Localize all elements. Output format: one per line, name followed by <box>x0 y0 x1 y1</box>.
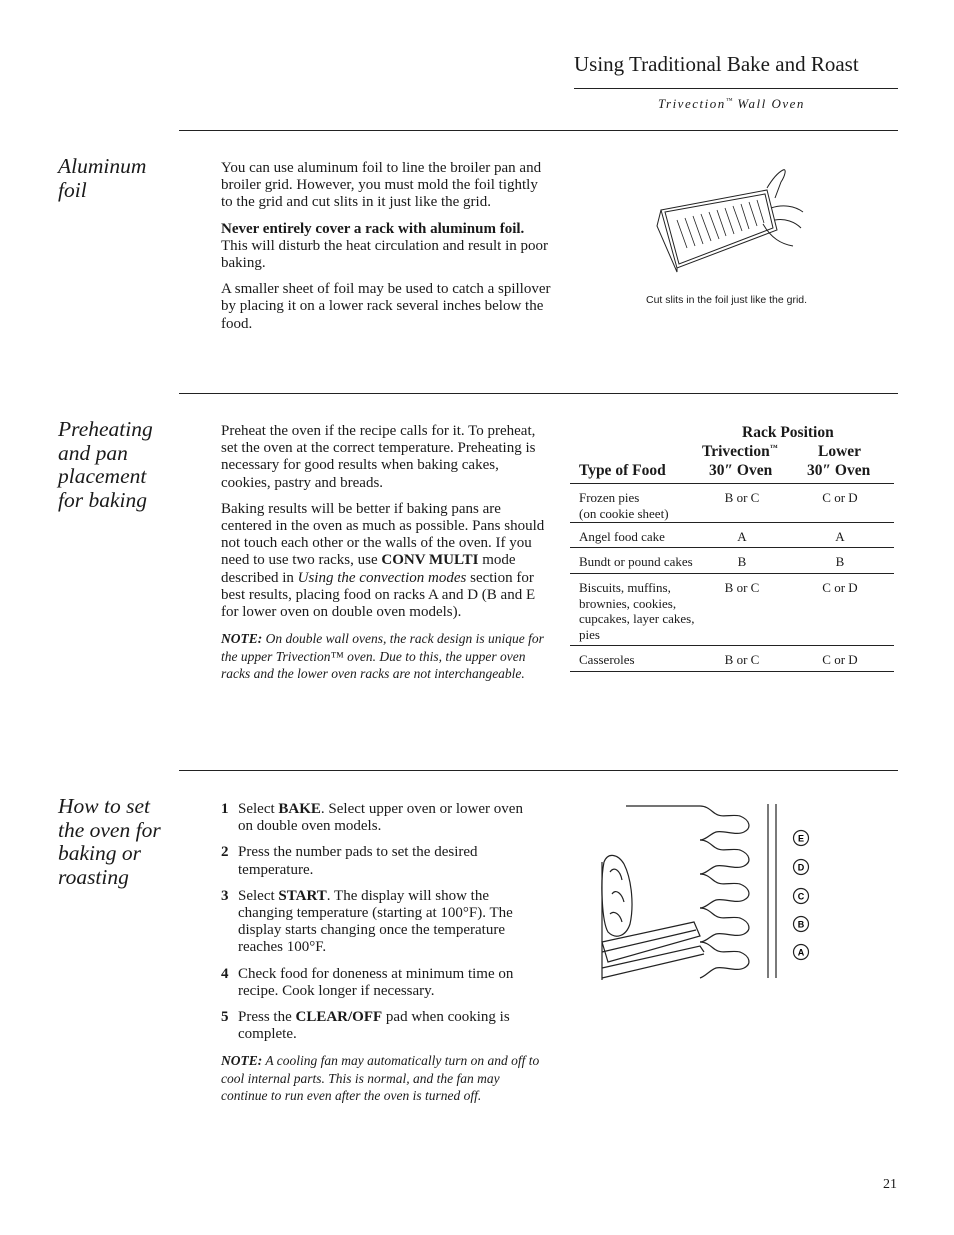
rack-position-header: Rack Position <box>742 424 834 441</box>
rack-letter-labels <box>790 828 812 964</box>
preheating-note: NOTE: On double wall ovens, the rack design is unique for the upper Trivection™ oven. Due to this, the upper oven racks and the lower oven racks are not interchangeable. <box>221 631 544 682</box>
table-row: Biscuits, muffins, brownies, cookies, cupcakes, layer cakes, pies B or C C or D <box>570 574 894 646</box>
aluminum-foil-text: You can use aluminum foil to line the broiler pan and broiler grid. However, you must mold the foil tightly to the grid and cut slits in it just like the grid. Never entirely cover a rack with aluminum foil. This will disturb the heat circulation and result in poor baking. A smaller sheet of foil may be used to catch a spillover by placing it on a lower rack several inches below the food. <box>221 160 551 332</box>
foil-illustration-caption: Cut slits in the foil just like the grid. <box>646 294 808 306</box>
section-title-how-to-set-oven: How to set the oven for baking or roasting <box>58 794 161 889</box>
baking-note: NOTE: A cooling fan may automatically turn on and off to cool internal parts. This is normal, and the fan may continue to run even after the oven is turned off. <box>221 1053 540 1104</box>
section-divider <box>179 393 898 394</box>
page-title: Using Traditional Bake and Roast <box>574 52 859 76</box>
list-item: 5 Press the CLEAR/OFF pad when cooking is complete. <box>221 1009 510 1043</box>
baking-steps-list <box>221 801 541 1105</box>
list-item: 2 Press the number pads to set the desired temperature. <box>221 844 478 878</box>
page-number: 21 <box>883 1177 897 1192</box>
list-item: 4 Check food for doneness at minimum time on recipe. Cook longer if necessary. <box>221 965 514 999</box>
rack-label-c <box>794 889 809 904</box>
svg-text:C: C <box>797 891 805 902</box>
section-title-preheating: Preheating and pan placement for baking <box>58 417 153 512</box>
rack-table-header: Rack Position Trivection™ Lower Type of Food 30″ Oven 30″ Oven <box>570 424 894 484</box>
oven-rack-positions-illustration <box>600 802 790 982</box>
col-lower-oven: Lower <box>818 443 862 460</box>
rack-label-d <box>794 860 809 875</box>
col-trivection-oven: Trivection™ <box>702 443 778 461</box>
table-row: Bundt or pound cakes B B <box>570 548 894 574</box>
broiler-pan-foil-illustration <box>655 168 805 280</box>
section-divider <box>179 770 898 771</box>
rack-label-e <box>794 831 809 846</box>
table-row: Frozen pies (on cookie sheet) B or C C or D <box>570 484 894 523</box>
list-item: 1 Select BAKE. Select upper oven or lower oven on double oven models. <box>221 801 523 835</box>
table-row: Angel food cake A A <box>570 523 894 548</box>
section-divider <box>179 130 898 131</box>
section-title-aluminum-foil: Aluminum foil <box>58 154 147 202</box>
rack-label-b <box>794 917 809 932</box>
table-row: Casseroles B or C C or D <box>570 646 894 672</box>
svg-text:D: D <box>797 862 805 873</box>
svg-text:E: E <box>797 833 805 844</box>
svg-text:B: B <box>797 919 805 930</box>
header-rule <box>574 88 898 89</box>
rack-label-a <box>794 945 809 960</box>
preheating-text: Preheat the oven if the recipe calls for it. To preheat, set the oven at the correct temperature. Preheating is necessary for good results when baking cakes, cookies, pastry and breads. Baking results will be better if baking pans are centered in the oven as much as possible. Pans should not touch each other or the walls of the oven. If you need to use two racks, use CONV MULTI mode described in Using the convection modes section for best results, placing food on racks A and D (B and E for lower oven on double oven models). NOTE: On double wall ovens, the rack design is unique for the upper Trivection™ oven. Due to this, the upper oven racks and the lower oven racks are not interchangeable. <box>221 423 547 692</box>
page-subtitle: Trivection™ Wall Oven <box>658 96 805 111</box>
list-item: 3 Select START. The display will show the changing temperature (starting at 100°F). The display starts changing once the temperature reaches 100°F. <box>221 887 513 956</box>
col-type-of-food: Type of Food <box>579 462 666 479</box>
rack-position-table <box>570 424 894 672</box>
svg-text:A: A <box>797 947 805 958</box>
